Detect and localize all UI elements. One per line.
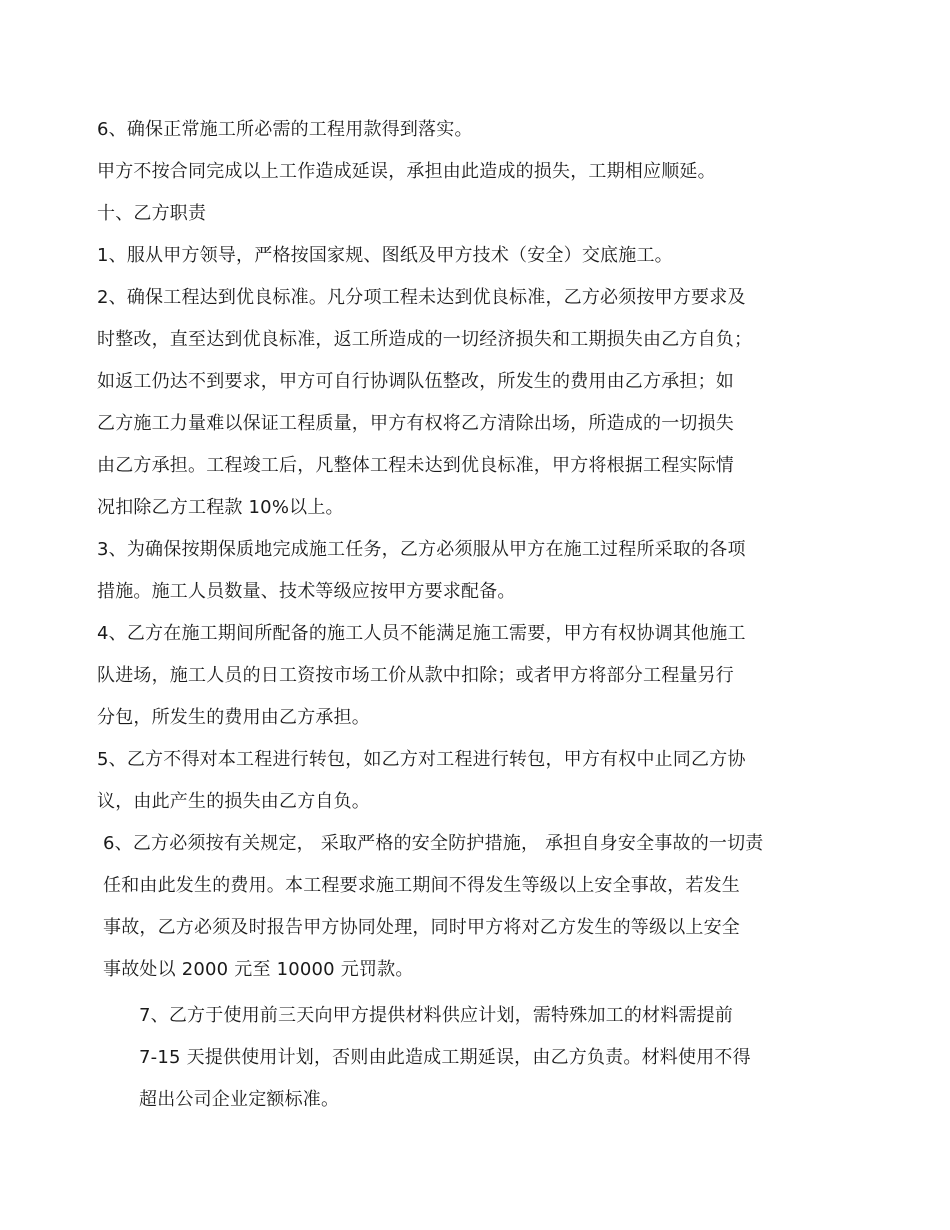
text-line: 7、乙方于使用前三天向甲方提供材料供应计划，需特殊加工的材料需提前 bbox=[139, 1005, 734, 1026]
text-line: 甲方不按合同完成以上工作造成延误，承担由此造成的损失，工期相应顺延。 bbox=[97, 161, 716, 182]
text-line: 队进场，施工人员的日工资按市场工价从款中扣除；或者甲方将部分工程量另行 bbox=[97, 665, 734, 686]
text-line: 任和由此发生的费用。本工程要求施工期间不得发生等级以上安全事故，若发生 bbox=[103, 875, 740, 896]
text-line: 况扣除乙方工程款 10%以上。 bbox=[97, 497, 344, 518]
text-line: 1、服从甲方领导，严格按国家规、图纸及甲方技术（安全）交底施工。 bbox=[97, 245, 673, 266]
text-line: 分包，所发生的费用由乙方承担。 bbox=[97, 707, 370, 728]
text-line: 由乙方承担。工程竣工后，凡整体工程未达到优良标准，甲方将根据工程实际情 bbox=[97, 455, 734, 476]
text-line: 4、乙方在施工期间所配备的施工人员不能满足施工需要，甲方有权协调其他施工 bbox=[97, 623, 746, 644]
text-line: 议，由此产生的损失由乙方自负。 bbox=[97, 791, 370, 812]
text-line: 5、乙方不得对本工程进行转包，如乙方对工程进行转包，甲方有权中止同乙方协 bbox=[97, 749, 746, 770]
text-line: 事故处以 2000 元至 10000 元罚款。 bbox=[103, 959, 414, 980]
text-line: 如返工仍达不到要求，甲方可自行协调队伍整改，所发生的费用由乙方承担；如 bbox=[97, 371, 734, 392]
text-line: 6、乙方必须按有关规定， 采取严格的安全防护措施， 承担自身安全事故的一切责 bbox=[103, 833, 764, 854]
text-line: 6、确保正常施工所必需的工程用款得到落实。 bbox=[97, 119, 473, 140]
text-line: 事故，乙方必须及时报告甲方协同处理，同时甲方将对乙方发生的等级以上安全 bbox=[103, 917, 740, 938]
text-line: 乙方施工力量难以保证工程质量，甲方有权将乙方清除出场，所造成的一切损失 bbox=[97, 413, 734, 434]
section-heading: 十、乙方职责 bbox=[97, 203, 207, 224]
text-line: 7-15 天提供使用计划，否则由此造成工期延误，由乙方负责。材料使用不得 bbox=[139, 1047, 751, 1068]
text-line: 措施。施工人员数量、技术等级应按甲方要求配备。 bbox=[97, 581, 516, 602]
text-line: 2、确保工程达到优良标准。凡分项工程未达到优良标准，乙方必须按甲方要求及 bbox=[97, 287, 746, 308]
text-line: 时整改，直至达到优良标准，返工所造成的一切经济损失和工期损失由乙方自负； bbox=[97, 329, 753, 350]
text-line: 3、为确保按期保质地完成施工任务，乙方必须服从甲方在施工过程所采取的各项 bbox=[97, 539, 746, 560]
text-line: 超出公司企业定额标准。 bbox=[139, 1089, 340, 1110]
